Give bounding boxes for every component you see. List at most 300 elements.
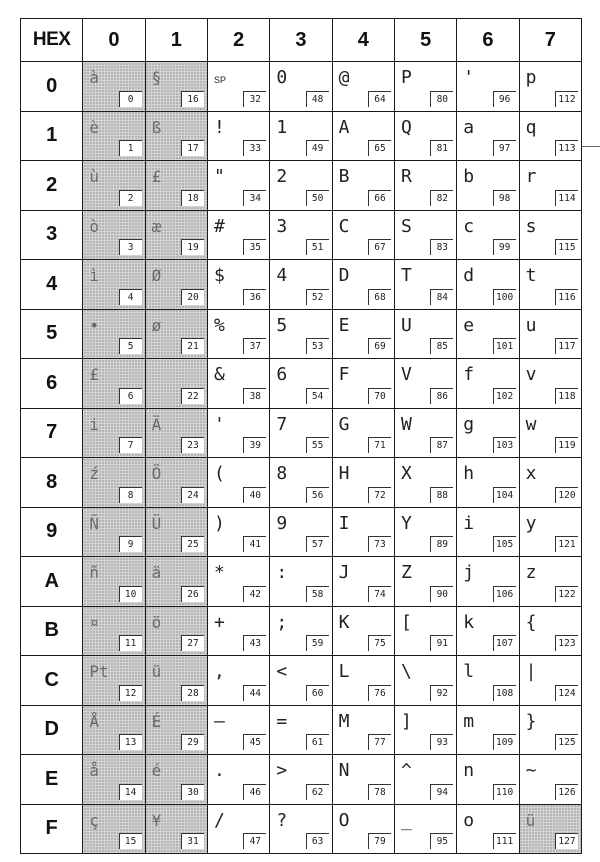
column-header: 3 (270, 19, 332, 62)
decimal-code: 69 (368, 338, 391, 354)
char-glyph: ! (213, 116, 225, 138)
char-glyph: w (525, 413, 537, 435)
char-cell (519, 705, 581, 755)
char-glyph: = (276, 710, 288, 732)
decimal-code: 21 (181, 338, 204, 354)
char-glyph: å (89, 761, 99, 780)
char-cell (519, 111, 581, 161)
decimal-code: 64 (368, 91, 391, 107)
char-cell (519, 458, 581, 508)
decimal-code: 11 (119, 635, 142, 651)
char-glyph: X (400, 463, 412, 484)
char-glyph: ù (89, 167, 99, 186)
char-glyph: Ö (151, 464, 162, 483)
decimal-code: 68 (368, 289, 391, 305)
decimal-code: 97 (493, 140, 516, 156)
decimal-code: 96 (493, 91, 516, 107)
char-cell (457, 507, 519, 557)
char-cell (207, 705, 269, 755)
char-glyph: ( (213, 463, 225, 484)
table-body (21, 62, 582, 854)
char-glyph: £ (151, 167, 162, 186)
char-glyph: [ (400, 611, 412, 633)
char-glyph: l (463, 661, 475, 682)
char-glyph: • (89, 315, 99, 335)
char-cell (457, 804, 519, 854)
char-glyph: à (89, 68, 99, 87)
decimal-code: 116 (555, 289, 578, 305)
char-cell (83, 755, 145, 805)
char-glyph: U (400, 314, 412, 336)
char-glyph: Pt (89, 662, 109, 681)
char-cell (394, 62, 456, 112)
char-glyph: e (463, 314, 475, 336)
decimal-code: 52 (306, 289, 329, 305)
char-cell (394, 755, 456, 805)
char-glyph: H (338, 463, 350, 484)
char-cell (519, 359, 581, 409)
char-cell (519, 804, 581, 854)
char-cell (394, 804, 456, 854)
char-cell (207, 458, 269, 508)
char-glyph: ì (89, 266, 99, 285)
char-cell (457, 62, 519, 112)
decimal-code: 14 (119, 784, 142, 800)
char-glyph: | (525, 661, 537, 682)
char-cell (394, 309, 456, 359)
table-row (21, 656, 582, 706)
decimal-code: 9 (119, 536, 142, 552)
char-glyph: m (463, 710, 475, 732)
char-cell (394, 705, 456, 755)
char-glyph: K (338, 611, 350, 633)
decimal-code: 60 (306, 685, 329, 701)
char-cell (145, 359, 207, 409)
decimal-code: 117 (555, 338, 578, 354)
table-row (21, 507, 582, 557)
decimal-code: 121 (555, 536, 578, 552)
char-glyph: è (89, 117, 99, 137)
decimal-code: 109 (493, 734, 516, 750)
char-cell (207, 804, 269, 854)
decimal-code: 106 (493, 586, 516, 602)
char-cell (270, 705, 332, 755)
char-cell (83, 111, 145, 161)
char-glyph: R (400, 166, 412, 187)
char-cell (207, 260, 269, 310)
char-glyph: 1 (276, 116, 288, 138)
decimal-code: 108 (493, 685, 516, 701)
decimal-code: 89 (430, 536, 453, 552)
char-glyph: ñ (89, 563, 99, 582)
char-cell (207, 309, 269, 359)
decimal-code: 104 (493, 487, 516, 503)
char-cell (83, 408, 145, 458)
decimal-code: 34 (243, 190, 266, 206)
char-glyph: Q (400, 116, 412, 138)
char-cell (332, 705, 394, 755)
char-glyph: ö (151, 612, 162, 632)
char-cell (207, 359, 269, 409)
char-glyph: P (400, 67, 412, 88)
char-glyph: 6 (276, 364, 288, 385)
char-cell (394, 408, 456, 458)
decimal-code: 28 (181, 685, 204, 701)
char-cell (145, 606, 207, 656)
char-cell (394, 656, 456, 706)
table-row (21, 458, 582, 508)
char-glyph: N (338, 760, 350, 781)
char-cell (332, 606, 394, 656)
decimal-code: 17 (181, 140, 204, 156)
char-glyph: q (525, 116, 537, 138)
decimal-code: 111 (493, 833, 516, 849)
table-row (21, 755, 582, 805)
decimal-code: 119 (555, 437, 578, 453)
char-cell (332, 210, 394, 260)
char-glyph: d (463, 265, 475, 286)
row-hex-header: 1 (21, 111, 83, 161)
header-row (21, 19, 582, 62)
char-cell (145, 408, 207, 458)
decimal-code: 62 (306, 784, 329, 800)
decimal-code: 44 (243, 685, 266, 701)
char-cell (270, 111, 332, 161)
char-glyph: F (338, 364, 350, 385)
char-glyph: 0 (276, 67, 288, 88)
char-glyph: ü (151, 662, 162, 681)
char-cell (457, 755, 519, 805)
char-glyph: ~ (525, 760, 537, 781)
decimal-code: 98 (493, 190, 516, 206)
decimal-code: 72 (368, 487, 391, 503)
char-glyph: t (525, 265, 537, 286)
char-glyph: k (463, 611, 475, 633)
char-glyph: 5 (276, 314, 288, 336)
decimal-code: 40 (243, 487, 266, 503)
char-cell (145, 804, 207, 854)
char-cell (332, 458, 394, 508)
char-cell (270, 458, 332, 508)
char-cell (457, 656, 519, 706)
decimal-code: 0 (119, 91, 142, 107)
char-glyph: ¤ (89, 612, 99, 632)
char-cell (394, 210, 456, 260)
decimal-code: 81 (430, 140, 453, 156)
char-cell (270, 260, 332, 310)
char-glyph: L (338, 661, 350, 682)
row-hex-header: A (21, 557, 83, 607)
decimal-code: 77 (368, 734, 391, 750)
char-cell (270, 359, 332, 409)
char-glyph: SP (213, 75, 226, 85)
decimal-code: 32 (243, 91, 266, 107)
row-hex-header: 6 (21, 359, 83, 409)
decimal-code: 35 (243, 239, 266, 255)
char-cell (457, 408, 519, 458)
table-row (21, 62, 582, 112)
decimal-code: 103 (493, 437, 516, 453)
char-glyph: f (463, 364, 475, 385)
decimal-code: 90 (430, 586, 453, 602)
char-cell (207, 62, 269, 112)
decimal-code: 85 (430, 338, 453, 354)
decimal-code: 76 (368, 685, 391, 701)
char-cell (332, 755, 394, 805)
decimal-code: 107 (493, 635, 516, 651)
char-glyph: C (338, 215, 350, 237)
char-glyph: 3 (276, 215, 288, 237)
char-glyph: W (400, 413, 412, 435)
char-cell (270, 755, 332, 805)
char-cell (332, 260, 394, 310)
decimal-code: 115 (555, 239, 578, 255)
char-cell (457, 705, 519, 755)
char-cell (145, 755, 207, 805)
decimal-code: 27 (181, 635, 204, 651)
char-glyph: J (338, 562, 350, 583)
char-glyph: O (338, 809, 350, 831)
decimal-code: 123 (555, 635, 578, 651)
char-cell (519, 408, 581, 458)
char-glyph: ç (89, 810, 99, 830)
char-glyph: 2 (276, 166, 288, 187)
char-glyph: \ (400, 661, 412, 682)
character-code-table-page (20, 18, 582, 854)
decimal-code: 47 (243, 833, 266, 849)
char-cell (332, 804, 394, 854)
char-glyph: æ (151, 216, 162, 236)
decimal-code: 73 (368, 536, 391, 552)
char-cell (457, 161, 519, 211)
char-glyph: § (151, 68, 162, 87)
decimal-code: 74 (368, 586, 391, 602)
char-glyph: ä (151, 563, 162, 582)
decimal-code: 105 (493, 536, 516, 552)
decimal-code: 99 (493, 239, 516, 255)
decimal-code: 87 (430, 437, 453, 453)
char-cell (83, 458, 145, 508)
decimal-code: 36 (243, 289, 266, 305)
char-cell (207, 606, 269, 656)
decimal-code: 67 (368, 239, 391, 255)
decimal-code: 39 (243, 437, 266, 453)
char-cell (457, 309, 519, 359)
char-cell (270, 606, 332, 656)
decimal-code: 54 (306, 388, 329, 404)
char-cell (270, 408, 332, 458)
char-cell (83, 260, 145, 310)
char-glyph: 4 (276, 265, 288, 286)
char-glyph: o (463, 809, 475, 831)
char-cell (519, 557, 581, 607)
decimal-code: 120 (555, 487, 578, 503)
char-cell (270, 161, 332, 211)
char-cell (332, 309, 394, 359)
decimal-code: 84 (430, 289, 453, 305)
char-cell (270, 309, 332, 359)
decimal-code: 24 (181, 487, 204, 503)
char-glyph: n (463, 760, 475, 781)
char-glyph: é (151, 761, 162, 780)
char-glyph: ¥ (151, 810, 162, 830)
decimal-code: 2 (119, 190, 142, 206)
char-glyph: ø (151, 315, 162, 335)
char-cell (270, 210, 332, 260)
char-cell (457, 458, 519, 508)
char-glyph: r (525, 166, 537, 187)
char-glyph: , (213, 661, 225, 682)
decimal-code: 102 (493, 388, 516, 404)
char-glyph: Z (400, 562, 412, 583)
char-cell (332, 408, 394, 458)
char-cell (457, 111, 519, 161)
decimal-code: 49 (306, 140, 329, 156)
char-cell (83, 62, 145, 112)
decimal-code: 3 (119, 239, 142, 255)
decimal-code: 83 (430, 239, 453, 255)
char-cell (83, 359, 145, 409)
table-row (21, 260, 582, 310)
table-row (21, 408, 582, 458)
char-cell (394, 557, 456, 607)
decimal-code: 61 (306, 734, 329, 750)
char-cell (519, 309, 581, 359)
char-cell (457, 260, 519, 310)
char-glyph: D (338, 265, 350, 286)
char-glyph: E (338, 314, 350, 336)
char-glyph: $ (213, 265, 225, 286)
row-hex-header: 5 (21, 309, 83, 359)
decimal-code: 63 (306, 833, 329, 849)
char-cell (145, 309, 207, 359)
char-glyph: / (213, 809, 225, 831)
char-glyph: ^ (400, 760, 412, 781)
char-glyph: ' (213, 413, 225, 435)
decimal-code: 48 (306, 91, 329, 107)
char-glyph: a (463, 116, 475, 138)
char-glyph: { (525, 611, 537, 633)
decimal-code: 18 (181, 190, 204, 206)
char-cell (519, 656, 581, 706)
decimal-code: 126 (555, 784, 578, 800)
char-glyph: Ø (151, 266, 162, 285)
column-header: 7 (519, 19, 581, 62)
decimal-code: 71 (368, 437, 391, 453)
char-glyph: £ (89, 365, 99, 384)
char-glyph: * (213, 562, 225, 583)
char-glyph: A (338, 116, 350, 138)
column-header: 4 (332, 19, 394, 62)
char-glyph: Ñ (89, 513, 99, 533)
char-glyph: # (213, 215, 225, 237)
char-cell (394, 260, 456, 310)
char-glyph: 7 (276, 413, 288, 435)
char-cell (270, 656, 332, 706)
char-cell (332, 111, 394, 161)
char-glyph: ? (276, 809, 288, 831)
char-cell (83, 309, 145, 359)
char-cell (207, 408, 269, 458)
char-cell (83, 606, 145, 656)
table-row (21, 161, 582, 211)
char-glyph: I (338, 512, 350, 534)
decimal-code: 29 (181, 734, 204, 750)
decimal-code: 12 (119, 685, 142, 701)
char-glyph: ; (276, 611, 288, 633)
char-glyph: + (213, 611, 225, 633)
row-hex-header: 3 (21, 210, 83, 260)
decimal-code: 50 (306, 190, 329, 206)
decimal-code: 37 (243, 338, 266, 354)
row-hex-header: E (21, 755, 83, 805)
decimal-code: 101 (493, 338, 516, 354)
row-hex-header: 0 (21, 62, 83, 112)
char-glyph: i (89, 414, 99, 434)
char-cell (332, 359, 394, 409)
decimal-code: 42 (243, 586, 266, 602)
char-glyph: j (463, 562, 475, 583)
char-cell (519, 606, 581, 656)
row-hex-header: 7 (21, 408, 83, 458)
char-cell (394, 507, 456, 557)
char-cell (457, 359, 519, 409)
decimal-code: 6 (119, 388, 142, 404)
column-header: 5 (394, 19, 456, 62)
hex-corner-header: HEX (21, 19, 83, 62)
char-glyph: _ (400, 809, 412, 831)
decimal-code: 45 (243, 734, 266, 750)
decimal-code: 33 (243, 140, 266, 156)
char-glyph: y (525, 512, 537, 534)
char-cell (519, 62, 581, 112)
decimal-code: 8 (119, 487, 142, 503)
char-cell (145, 260, 207, 310)
row-hex-header: F (21, 804, 83, 854)
char-glyph: Ü (151, 513, 162, 533)
row-hex-header: B (21, 606, 83, 656)
char-cell (83, 161, 145, 211)
char-cell (394, 111, 456, 161)
decimal-code: 86 (430, 388, 453, 404)
decimal-code: 94 (430, 784, 453, 800)
char-cell (270, 507, 332, 557)
char-glyph: : (276, 562, 288, 583)
char-glyph: p (525, 67, 537, 88)
character-code-table (20, 18, 582, 854)
char-glyph: b (463, 166, 475, 187)
char-cell (83, 557, 145, 607)
char-glyph: s (525, 215, 537, 237)
char-cell (207, 111, 269, 161)
decimal-code: 10 (119, 586, 142, 602)
decimal-code: 58 (306, 586, 329, 602)
decimal-code: 56 (306, 487, 329, 503)
char-glyph: ò (89, 216, 99, 236)
char-glyph: @ (338, 67, 350, 88)
char-glyph: G (338, 413, 350, 435)
decimal-code: 127 (555, 833, 578, 849)
char-cell (332, 161, 394, 211)
char-cell (145, 62, 207, 112)
decimal-code: 38 (243, 388, 266, 404)
char-cell (145, 458, 207, 508)
char-glyph: 9 (276, 512, 288, 534)
column-header: 1 (145, 19, 207, 62)
decimal-code: 113 (555, 140, 578, 156)
table-row (21, 705, 582, 755)
char-glyph: " (213, 166, 225, 187)
